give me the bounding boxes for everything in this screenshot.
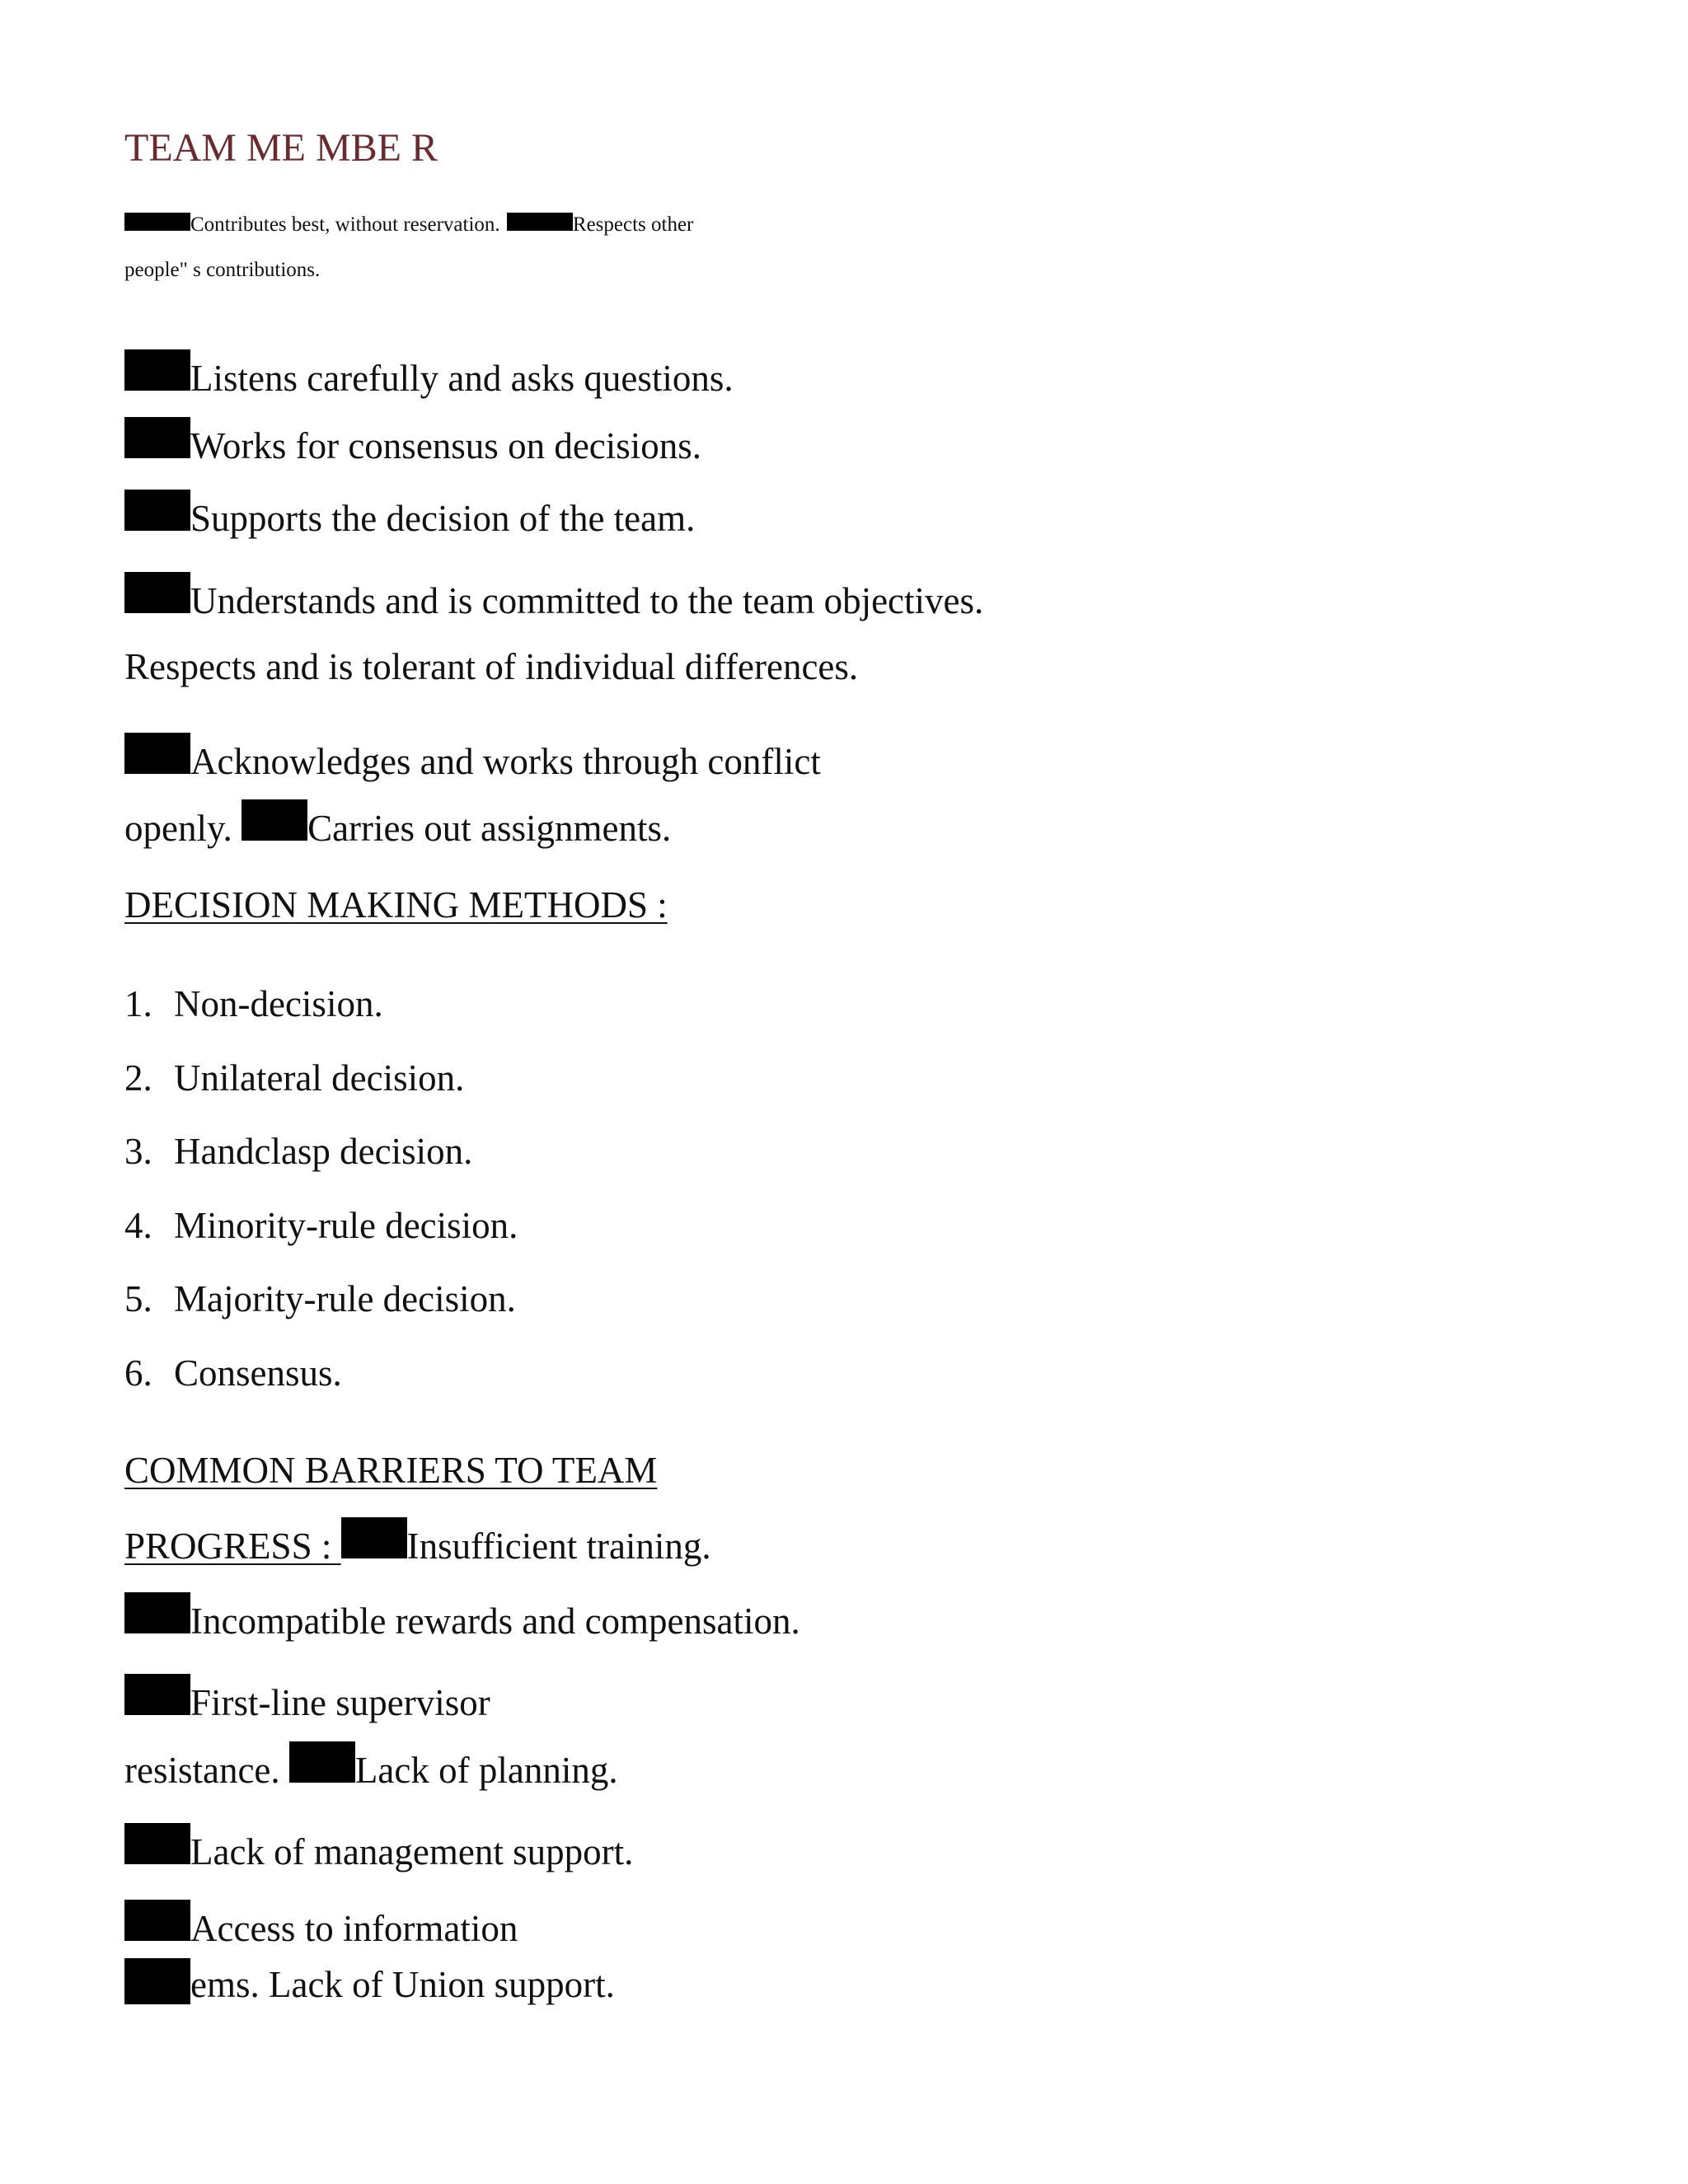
decision-heading: DECISION MAKING METHODS : bbox=[124, 884, 668, 926]
redaction-block bbox=[124, 1823, 190, 1864]
member-item-understands bbox=[124, 572, 983, 620]
list-item: Minority-rule decision. bbox=[174, 1205, 518, 1246]
carries-out-text: Carries out assignments. bbox=[307, 808, 672, 849]
list-item: Majority-rule decision. bbox=[174, 1278, 516, 1319]
intro-item-contributes: Contributes best, without reservation. bbox=[190, 213, 500, 236]
decision-method-5 bbox=[124, 1278, 516, 1319]
redaction-block bbox=[241, 799, 307, 841]
barrier-item-management bbox=[124, 1823, 633, 1871]
intro-continuation: people" s contributions. bbox=[124, 259, 321, 281]
progress-line bbox=[124, 1517, 711, 1565]
list-number: 6. bbox=[124, 1352, 152, 1394]
list-number: 2. bbox=[124, 1057, 152, 1099]
list-number: 5. bbox=[124, 1278, 152, 1319]
redaction-block bbox=[124, 572, 190, 613]
redaction-block bbox=[124, 213, 190, 231]
redaction-block bbox=[124, 1958, 190, 2004]
decision-method-4 bbox=[124, 1207, 518, 1244]
respects-line: Respects and is tolerant of individual differences. bbox=[124, 646, 859, 687]
barrier-item-text: Lack of management support. bbox=[190, 1831, 634, 1872]
barriers-heading: COMMON BARRIERS TO TEAM bbox=[124, 1450, 658, 1491]
barrier-item-text: First-line supervisor bbox=[190, 1682, 490, 1723]
resistance-text: resistance. bbox=[124, 1750, 280, 1791]
decision-method-2 bbox=[124, 1057, 465, 1099]
redaction-block bbox=[124, 490, 190, 531]
decision-method-1 bbox=[124, 983, 383, 1024]
member-item-text: Works for consensus on decisions. bbox=[190, 425, 702, 466]
intro-item-respects: Respects other bbox=[572, 213, 694, 236]
resistance-line bbox=[124, 1741, 618, 1789]
openly-line bbox=[124, 799, 671, 847]
barrier-item-text: Insufficient training. bbox=[406, 1526, 711, 1567]
barrier-item-access bbox=[124, 1900, 518, 1947]
decision-method-3 bbox=[124, 1133, 472, 1170]
member-item-text: Supports the decision of the team. bbox=[190, 498, 696, 539]
member-item-supports bbox=[124, 490, 695, 537]
member-item-works bbox=[124, 417, 701, 465]
intro-line bbox=[124, 213, 693, 235]
barrier-item-text: Incompatible rewards and compensation. bbox=[190, 1601, 800, 1642]
redaction-block bbox=[124, 1900, 190, 1941]
openly-text: openly. bbox=[124, 808, 232, 849]
redaction-block bbox=[341, 1517, 407, 1558]
barrier-item-incompatible bbox=[124, 1592, 800, 1640]
redaction-block bbox=[507, 213, 573, 231]
redaction-block bbox=[124, 733, 190, 774]
page-title: TEAM ME MBE R bbox=[124, 126, 438, 170]
member-item-text: Understands and is committed to the team objectives. bbox=[190, 580, 984, 621]
list-item: Handclasp decision. bbox=[174, 1131, 473, 1172]
acknowledges-line bbox=[124, 733, 821, 780]
list-number: 4. bbox=[124, 1205, 152, 1246]
barrier-item-text: Access to information bbox=[190, 1908, 518, 1949]
barrier-item-union: ems. Lack of Union support. bbox=[190, 1964, 615, 2005]
redaction-block bbox=[289, 1741, 355, 1783]
list-item: Unilateral decision. bbox=[174, 1057, 465, 1099]
redaction-block bbox=[124, 1674, 190, 1715]
list-item: Consensus. bbox=[174, 1352, 342, 1394]
list-number: 1. bbox=[124, 983, 152, 1024]
barrier-item-text: Lack of planning. bbox=[354, 1750, 618, 1791]
list-item: Non-decision. bbox=[174, 983, 383, 1024]
member-item-text: Listens carefully and asks questions. bbox=[190, 358, 734, 399]
barriers-heading-continued: PROGRESS : bbox=[124, 1526, 341, 1567]
redaction-block bbox=[124, 349, 190, 391]
barrier-item-supervisor bbox=[124, 1674, 490, 1722]
redaction-block bbox=[124, 1592, 190, 1633]
list-number: 3. bbox=[124, 1131, 152, 1172]
member-item-listens bbox=[124, 349, 734, 397]
acknowledges-text: Acknowledges and works through conflict bbox=[190, 741, 821, 782]
decision-method-6 bbox=[124, 1352, 342, 1394]
redaction-block bbox=[124, 417, 190, 458]
